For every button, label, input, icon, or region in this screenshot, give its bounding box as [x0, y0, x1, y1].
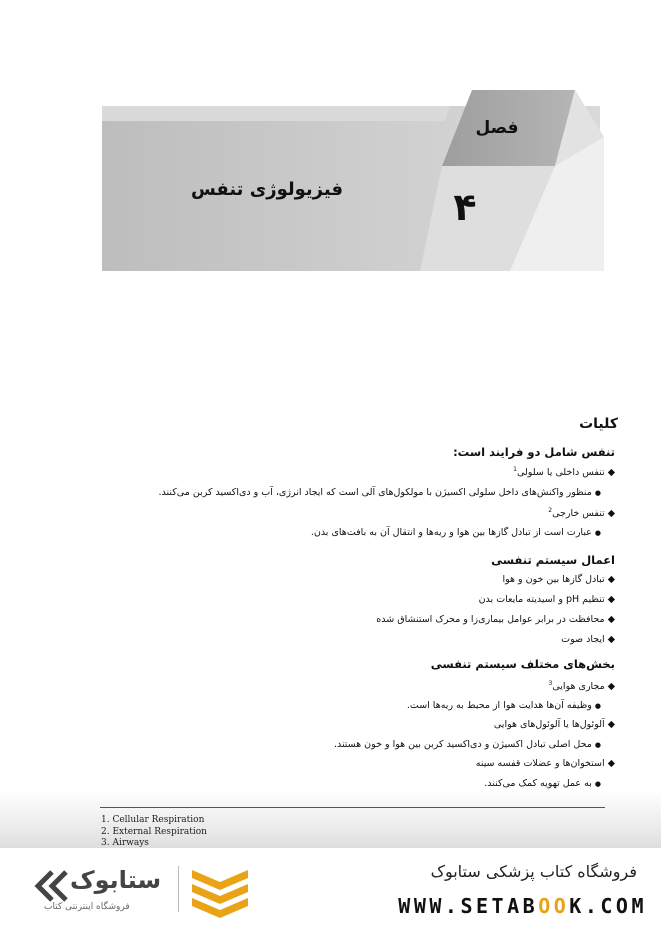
main-heading: کلیات [579, 416, 618, 432]
logo-tagline: فروشگاه اینترنتی کتاب [44, 902, 130, 912]
footnote-ref: 2 [548, 507, 553, 514]
diamond-bullet-icon: ◆ [607, 508, 615, 520]
diamond-bullet-icon: ◆ [607, 634, 615, 645]
diamond-bullet-icon: ◆ [607, 467, 615, 479]
list-item [479, 594, 615, 605]
url-letter-accent: O [538, 894, 554, 918]
chapter-label: فصل [475, 118, 519, 138]
subitem-text: وظیفه آن‌ها هدایت هوا از محیط به ریه‌ها است. [406, 700, 592, 711]
dot-bullet-icon: ● [594, 741, 601, 749]
chapter-number: ۴ [453, 185, 477, 229]
dot-bullet-icon: ● [594, 489, 601, 497]
footnote-ref: 3 [548, 680, 553, 687]
item-text: محافظت در برابر عوامل بیماری‌زا و محرک استنشاق شده [376, 614, 605, 625]
item-text: آلوئول‌ها یا آلوئول‌های هوایی [493, 719, 605, 730]
item-text: تنفس خارجی [552, 508, 605, 520]
list-subitem [159, 487, 601, 498]
page-bottom-fade [0, 790, 661, 850]
dot-bullet-icon: ● [594, 529, 601, 537]
item-text: تنفس داخلی یا سلولی [516, 467, 605, 479]
url-letter: A [507, 894, 523, 918]
url-letter: S [460, 894, 476, 918]
list-item [548, 507, 615, 519]
list-item [476, 758, 615, 769]
list-subitem [484, 778, 601, 789]
url-letter: B [522, 894, 539, 918]
list-item [376, 614, 615, 625]
store-url[interactable] [398, 894, 647, 918]
subitem-text: منظور واکنش‌های داخل سلولی اکسیژن با مولکول‌های آلی است که ایجاد انرژی، آب و دی‌اکسید کربن می‌کنند. [158, 487, 592, 498]
section1-heading: تنفس شامل دو فرایند است: [453, 445, 615, 459]
list-subitem [407, 700, 601, 711]
subitem-text: به عمل تهویه کمک می‌کنند. [484, 778, 592, 789]
url-suffix: .COM [584, 894, 647, 918]
footnote-ref: 1 [513, 466, 517, 473]
dot-bullet-icon: ● [594, 780, 601, 788]
logo-divider [178, 866, 179, 912]
url-letter: T [491, 894, 508, 918]
list-item [549, 680, 615, 692]
list-subitem [334, 739, 601, 750]
list-item [494, 719, 615, 730]
item-text: استخوان‌ها و عضلات قفسه سینه [475, 758, 605, 769]
banner-graphic [0, 0, 661, 300]
footnote: 1. Cellular Respiration [101, 815, 205, 825]
item-text: ایجاد صوت [561, 634, 605, 645]
diamond-bullet-icon: ◆ [607, 758, 615, 769]
item-text: تبادل گازها بین خون و هوا [502, 574, 605, 585]
list-item [561, 634, 615, 645]
diamond-bullet-icon: ◆ [607, 574, 615, 585]
subitem-text: محل اصلی تبادل اکسیژن و دی‌اکسید کربن بین هوا و خون هستند. [333, 739, 592, 750]
subitem-text: عبارت است از تبادل گازها بین هوا و ریه‌ها و انتقال آن به بافت‌های بدن. [310, 527, 592, 538]
footnote: 2. External Respiration [101, 826, 207, 837]
dot-bullet-icon: ● [594, 702, 601, 710]
list-subitem [311, 527, 601, 538]
item-text: تنظیم pH و اسیدیته مایعات بدن [478, 594, 605, 605]
section2-heading: اعمال سیستم تنفسی [491, 553, 615, 567]
footnotes [101, 815, 207, 850]
list-item [513, 466, 615, 478]
footnote: 3. Airways [101, 838, 149, 848]
logo-wordmark: ستابوک [70, 866, 162, 894]
diamond-bullet-icon: ◆ [607, 719, 615, 730]
store-logo[interactable] [30, 860, 260, 918]
item-text: مجاری هوایی [552, 681, 605, 693]
book-stack-icon [188, 860, 252, 918]
footnote-divider [100, 807, 605, 808]
chapter-banner [0, 0, 661, 300]
diamond-bullet-icon: ◆ [607, 594, 615, 605]
list-item [502, 574, 615, 585]
section3-heading: بخش‌های مختلف سیستم تنفسی [430, 657, 615, 671]
diamond-bullet-icon: ◆ [607, 614, 615, 625]
store-name: فروشگاه کتاب پزشکی ستابوک [430, 862, 637, 881]
url-letter: K [569, 894, 585, 918]
url-letter: E [476, 894, 492, 918]
url-letter-accent: O [553, 894, 570, 918]
chapter-title: فیزیولوژی تنفس [190, 179, 343, 200]
url-prefix: WWW. [398, 894, 461, 918]
diamond-bullet-icon: ◆ [607, 681, 615, 693]
